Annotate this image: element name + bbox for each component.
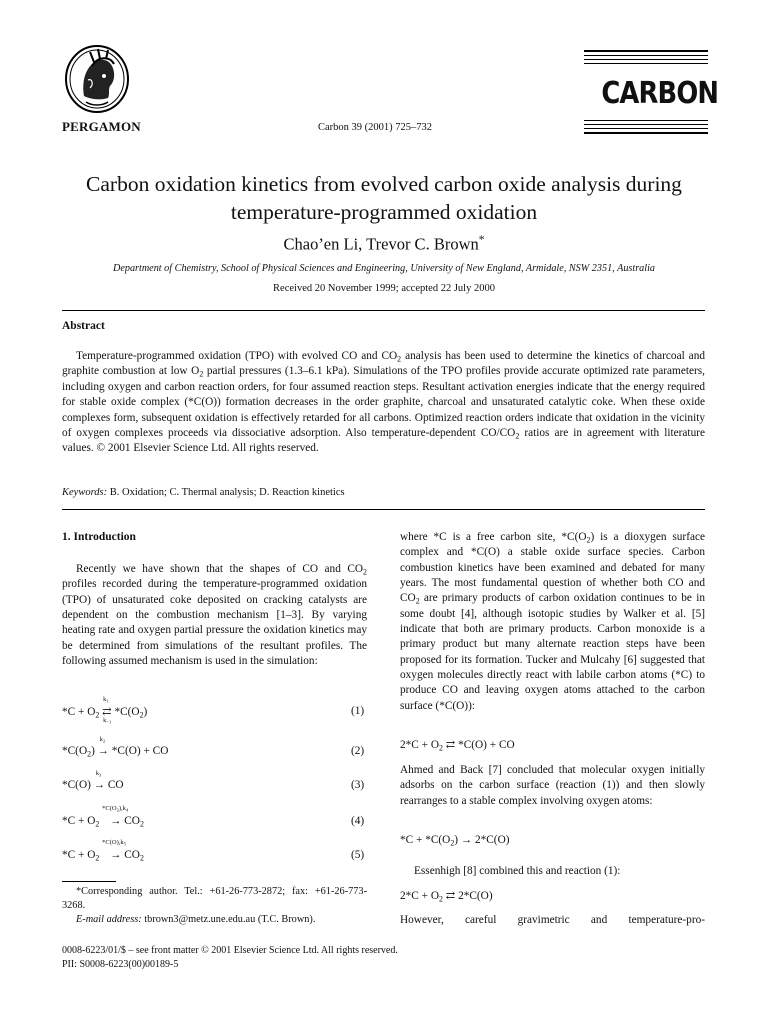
equation-number: (4) [351, 815, 365, 827]
equation-tucker: $2*C + O_2$ ⇄ *C(O) + CO [400, 739, 515, 753]
author-list [40, 234, 728, 255]
author-mark: * [478, 234, 485, 246]
footnote-rule [62, 881, 116, 882]
pii-line: PII: S0008-6223(00)00189-5 [62, 959, 179, 970]
abstract-rule [62, 509, 705, 510]
abstract-heading: Abstract [62, 320, 105, 332]
journal-name: CARBON [601, 76, 719, 111]
intro-paragraph: Recently we have shown that the shapes of CO and $CO_2$ profiles recorded during the temperature-programmed oxidation (TPO) of unsaturated coke deposited on cracking catalysts are dependent on the combustion mechanism [1–3]. By varying heating rate and oxygen partial pressure the oxidation kinetics may be determined from simulations of the resultant profiles. The following assumed mechanism is used in the simulation: [62, 563, 367, 668]
issn-line: 0008-6223/01/$ – see front matter © 2001 Elsevier Science Ltd. All rights reserved. [62, 945, 398, 956]
equation-ahmed: $*C + *C(O_2) \to 2*C(O)$ [400, 834, 510, 848]
journal-masthead [584, 50, 719, 134]
article-title: Carbon oxidation kinetics from evolved carbon oxide analysis during temperature-programmed oxidation [86, 172, 682, 224]
received-dates: Received 20 November 1999; accepted 22 July 2000 [273, 283, 495, 294]
affiliation: Department of Chemistry, School of Physical Sciences and Engineering, University of New England, Armidale, NSW 2351, Australia [112, 263, 656, 274]
journal-citation: Carbon 39 (2001) 725–732 [318, 122, 433, 133]
copyright-footer [62, 944, 398, 972]
right-column-text: Essenhigh [8] combined this and reaction (1): [414, 865, 621, 877]
equation-3: *C(O) → $k_3$ CO [62, 770, 124, 791]
authors: Chao’en Li, Trevor C. Brown [283, 234, 479, 254]
keywords [62, 487, 345, 498]
footnote: *Corresponding author. Tel.: +61-26-773-2872; fax: +61-26-773-3268. E-mail address: tbrown3@metz.une.edu.au (T.C. Brown). [62, 886, 367, 925]
header-rule [62, 310, 705, 311]
equation-essenhigh: $2*C + O_2$ ⇄ 2*C(O) [400, 890, 493, 904]
equation-4: $*C + O_2$ → $*C(O_2),k_4$ $CO_2$ [62, 805, 144, 829]
equation-2: $*C(O_2)$ → $k_2$ *C(O) + CO [62, 736, 169, 759]
equation-number: (2) [351, 745, 365, 757]
equation-1: $*C + O_2$ ⇄ $k_1$ $k_{-1}$ $*C(O_2)$ [62, 696, 148, 725]
keywords-label: Keywords: [62, 487, 108, 498]
equation-number: (1) [351, 705, 365, 717]
keywords-text: B. Oxidation; C. Thermal analysis; D. Reaction kinetics [107, 487, 345, 498]
equation-number: (5) [351, 849, 365, 861]
equation-number: (3) [351, 779, 365, 791]
right-column-text: However, careful gravimetric and temperature-pro- [400, 914, 705, 926]
equation-5: $*C + O_2$ → $*C(O),k_5$ $CO_2$ [62, 839, 144, 863]
section-heading: 1. Introduction [62, 531, 136, 543]
publisher-name: PERGAMON [62, 119, 141, 134]
right-column-text: Ahmed and Back [7] concluded that molecular oxygen initially adsorbs on the carbon surface (reaction (1)) and then slowly rearranges to a stable complex involving oxygen atoms: [400, 764, 705, 807]
right-column-text: where *C is a free carbon site, $*C(O_2)$ is a dioxygen surface complex and *C(O) a stable oxide surface species. Carbon combustion kinetics have been examined and debated for many years. The most fundamental question of whether both CO and $CO_2$ are primary products of carbon oxidation continues to be in some doubt [4], although isotopic studies by Walker et al. [5] indicate that both are primary products. Carbon monoxide is a primary product but many alternate reaction steps have been proposed for its formation. Tucker and Mulcahy [6] suggested that oxygen molecules directly react with labile carbon atoms (*C) to produce CO and leaving oxygen atoms attached to the carbon surface (*C(O)): [400, 531, 705, 712]
publisher-logo-icon [64, 44, 130, 114]
abstract-text: Temperature-programmed oxidation (TPO) with evolved CO and $CO_2$ analysis has been used to determine the kinetics of charcoal and graphite combustion at low $O_2$ partial pressures (1.3–6.1 kPa). Simulations of the TPO profiles provide accurate optimized rate parameters, including oxygen and carbon reaction orders, for four assumed reaction steps. Resultant activation energies indicate that the energy required for stable oxide complex (*C(O)) formation decreases in the order graphite, charcoal and unsaturated catalytic coke. When these oxide complexes form, subsequent oxidation is effectively retarded for all carbons. Optimized reaction orders indicate that oxidation in the vicinity of oxygen complexes proceeds via dissociative adsorption. Also temperature-dependent $CO/CO_2$ ratios are in agreement with literature values. © 2001 Elsevier Science Ltd. All rights reserved. [62, 350, 705, 455]
